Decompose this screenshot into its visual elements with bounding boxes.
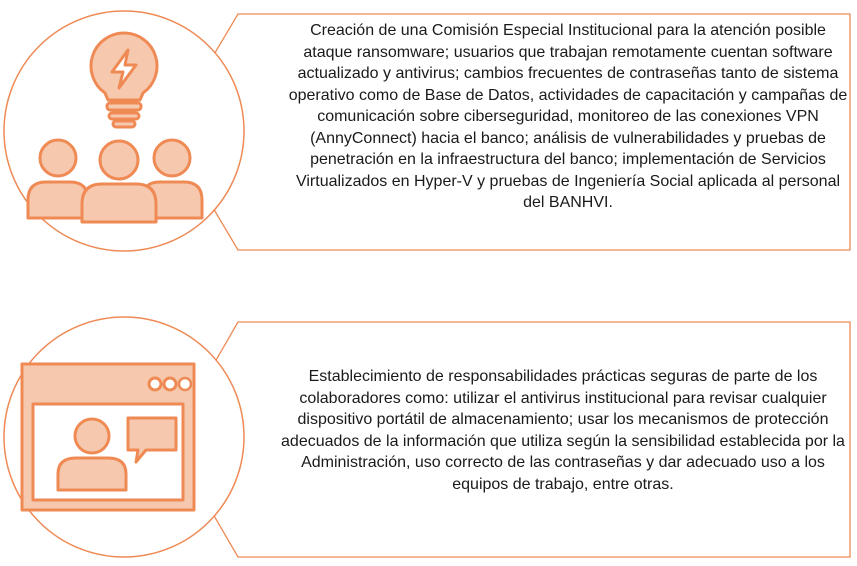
video-conference-window-icon bbox=[22, 364, 194, 510]
block-2-text: Establecimiento de responsabilidades prácticas seguras de parte de los colaboradores como: utilizar el antivirus institucional para revisar cualquier dispositivo portátil de almacenamiento; usar los mecanismos de protección adecuados de la información que utiliza según la sensibilidad establecida por la Administración, uso correcto de las contraseñas y dar adecuado uso a los equipos de trabajo, entre otras. bbox=[281, 368, 845, 493]
block-1-text: Creación de una Comisión Especial Institucional para la atención posible ataque ransomware; usuarios que trabajan remotamente cuentan software actualizado y antivirus; cambios frecuentes de contraseñas tanto de sistema operativo como de Base de Datos, actividades de capacitación y campañas de comunicación sobre ciberseguridad, monitoreo de las conexiones VPN (AnnyConnect) hacia el banco; análisis de vulnerabilidades y pruebas de penetración en la infraestructura del banco; implementación de Servicios Virtualizados en Hyper-V y pruebas de Ingeniería Social aplicada al personal del BANHVI. bbox=[288, 22, 848, 211]
